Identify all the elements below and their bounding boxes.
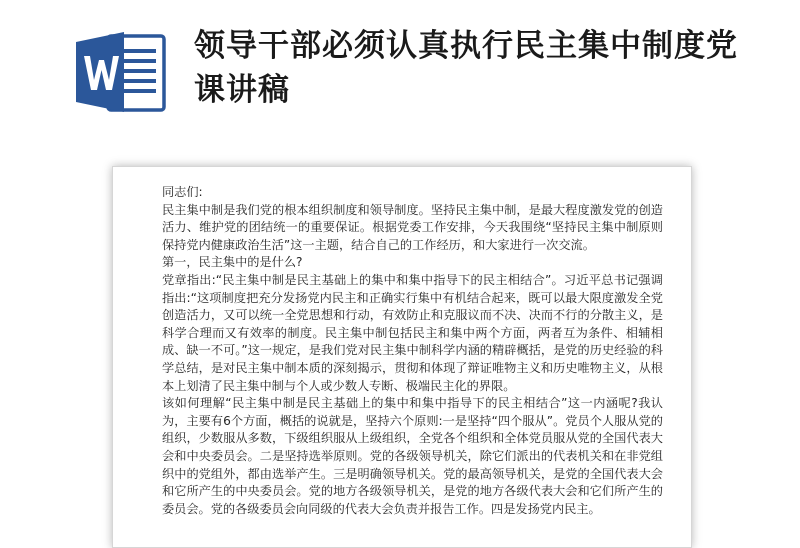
document-body	[113, 167, 691, 518]
word-document-icon	[74, 30, 166, 114]
document-preview[interactable]	[112, 166, 692, 548]
document-paragraph: 民主集中制是我们党的根本组织制度和领导制度。坚持民主集中制，是最大程度激发党的创造活力、维护党的团结统一的重要保证。根据党委工作安排，今天我围绕“坚持民主集中制原则保持党内健康政治生活”这一主题，结合自己的工作经历，和大家进行一次交流。	[162, 202, 663, 252]
document-paragraph: 第一，民主集中的是什么?	[162, 255, 303, 270]
document-paragraph: 党章指出:“民主集中制是民主基础上的集中和集中指导下的民主相结合”。习近平总书记强调指出:“这项制度把充分发扬党内民主和正确实行集中有机结合起来，既可以最大限度激发全党创造活力，又可以统一全党思想和行动，有效防止和克服议而不决、决而不行的分散主义，是科学合理而又有效率的制度。民主集中制包括民主和集中两个方面，两者互为条件、相辅相成、缺一不可。”这一规定，是我们党对民主集中制科学内涵的精辟概括，是党的历史经验的科学总结，是对民主集中制本质的深刻揭示，贯彻和体现了辩证唯物主义和历史唯物主义，从根本上划清了民主集中制与个人或少数人专断、极端民主化的界限。	[162, 272, 663, 393]
document-paragraph: 同志们:	[162, 185, 203, 199]
page-title: 领导干部必须认真执行民主集中制度党课讲稿	[194, 28, 738, 108]
document-paragraph: 该如何理解“民主集中制是民主基础上的集中和集中指导下的民主相结合”这一内涵呢?我认为，主要有6个方面，概括的说就是，坚持六个原则:一是坚持“四个服从”。党员个人服从党的组织，少数服从多数，下级组织服从上级组织，全党各个组织和全体党员服从党的全国代表大会和中央委员会。二是坚持选举原则。党的各级领导机关，除它们派出的代表机关和在非党组织中的党组外，都由选举产生。三是明确领导机关。党的最高领导机关，是党的全国代表大会和它所产生的中央委员会。党的地方各级领导机关，是党的地方各级代表大会和它们所产生的委员会。党的各级委员会向同级的代表大会负责并报告工作。四是发扬党内民主。	[162, 396, 663, 516]
